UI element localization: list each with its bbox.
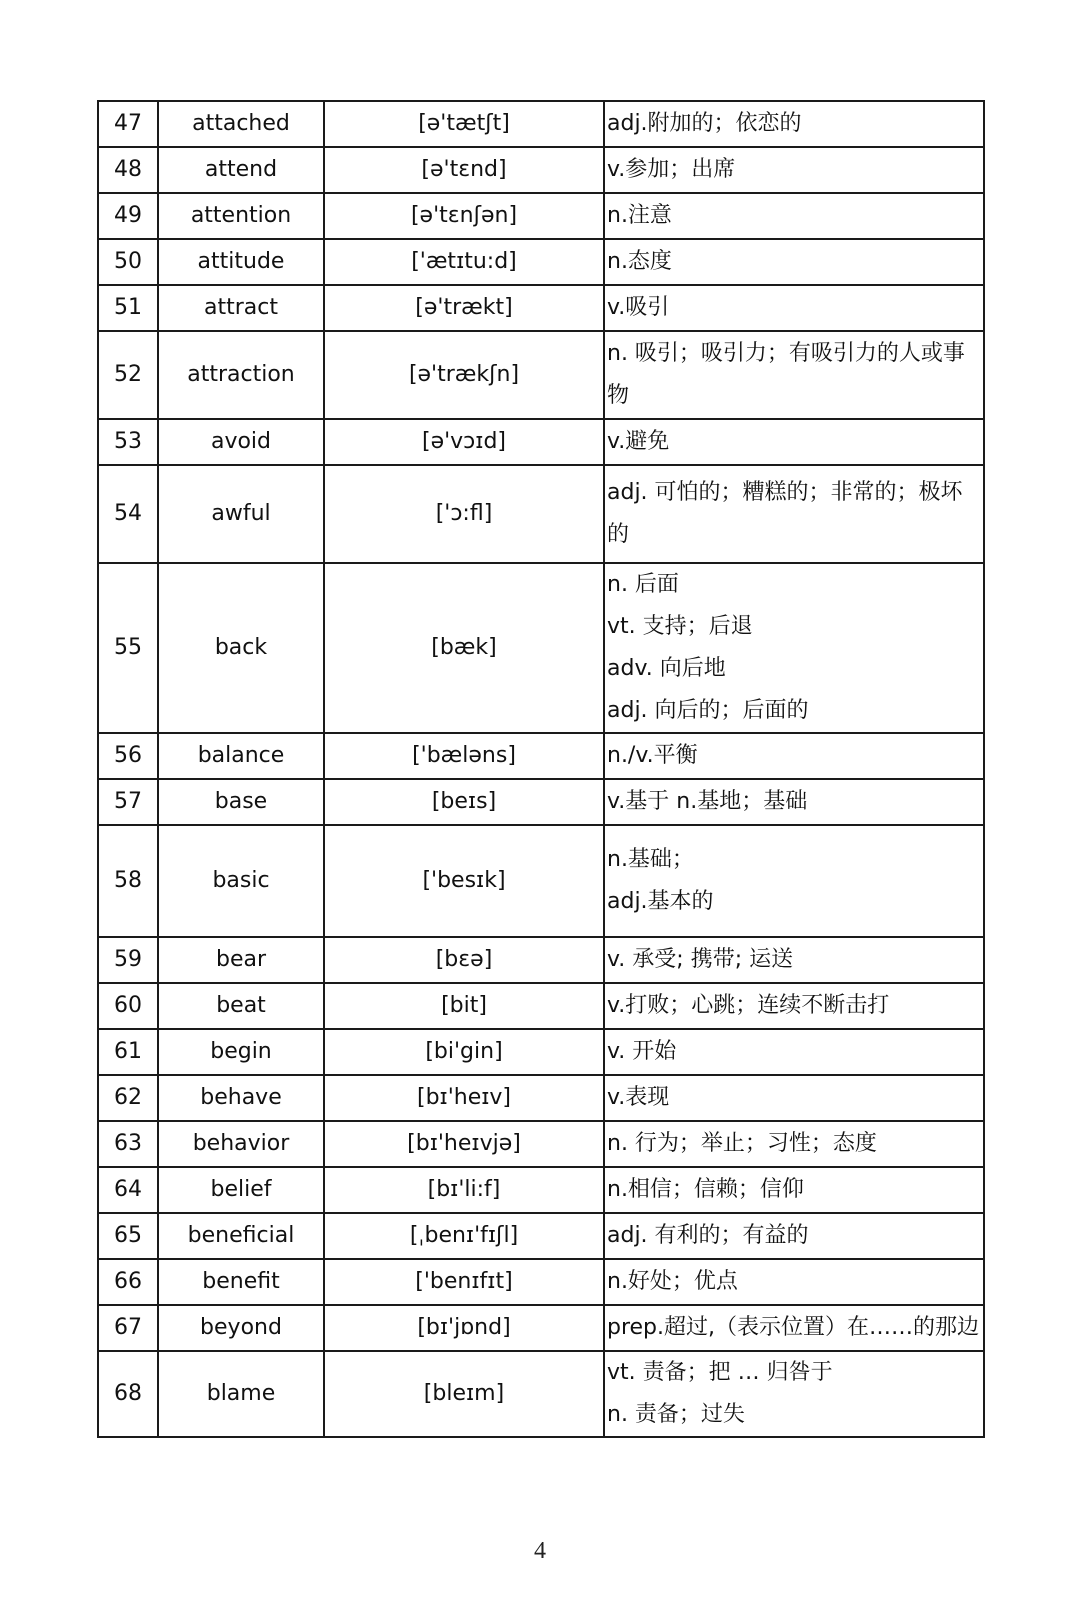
row-number: 68	[98, 1351, 158, 1437]
meaning-line: n.态度	[607, 249, 672, 274]
word: attraction	[158, 331, 324, 419]
meaning-line: adj. 可怕的；糟糕的；非常的；极坏	[607, 480, 963, 505]
meaning-line: adv. 向后地	[607, 656, 726, 681]
word: basic	[158, 825, 324, 937]
meaning-line: n. 后面	[607, 572, 679, 597]
row-number: 50	[98, 239, 158, 285]
meaning-line: v.基于 n.基地；基础	[607, 789, 808, 814]
meaning-line: n.基础；	[607, 847, 694, 872]
meaning	[604, 419, 984, 465]
row-number: 59	[98, 937, 158, 983]
meaning-line: vt. 支持；后退	[607, 614, 753, 639]
meaning	[604, 1259, 984, 1305]
table-row	[98, 563, 984, 733]
page-number: 4	[534, 1538, 546, 1564]
meaning-line: adj.附加的；依恋的	[607, 111, 802, 136]
table-row	[98, 1121, 984, 1167]
meaning-line: n./v.平衡	[607, 743, 698, 768]
table-row	[98, 419, 984, 465]
meaning-line: v.避免	[607, 429, 670, 454]
table-row	[98, 147, 984, 193]
phonetic: [ə'trækʃn]	[324, 331, 604, 419]
word: beyond	[158, 1305, 324, 1351]
table-row	[98, 465, 984, 563]
word: balance	[158, 733, 324, 779]
table-row	[98, 1213, 984, 1259]
meaning	[604, 1167, 984, 1213]
table-row	[98, 193, 984, 239]
row-number: 48	[98, 147, 158, 193]
row-number: 57	[98, 779, 158, 825]
phonetic: [bɪ'li:f]	[324, 1167, 604, 1213]
phonetic: [bɪ'jɒnd]	[324, 1305, 604, 1351]
row-number: 49	[98, 193, 158, 239]
phonetic: [ə'trækt]	[324, 285, 604, 331]
phonetic: [ˌbenɪ'fɪʃl]	[324, 1213, 604, 1259]
meaning-line: n.好处；优点	[607, 1269, 738, 1294]
meaning	[604, 239, 984, 285]
meaning	[604, 285, 984, 331]
meaning-line: n. 吸引；吸引力；有吸引力的人或事	[607, 341, 965, 366]
table-row	[98, 1305, 984, 1351]
row-number: 64	[98, 1167, 158, 1213]
word: behave	[158, 1075, 324, 1121]
word: belief	[158, 1167, 324, 1213]
table-row	[98, 1259, 984, 1305]
phonetic: [bæk]	[324, 563, 604, 733]
phonetic: [bit]	[324, 983, 604, 1029]
table-row	[98, 983, 984, 1029]
row-number: 51	[98, 285, 158, 331]
word: behavior	[158, 1121, 324, 1167]
row-number: 61	[98, 1029, 158, 1075]
phonetic: [bɪ'heɪv]	[324, 1075, 604, 1121]
meaning	[604, 937, 984, 983]
meaning	[604, 101, 984, 147]
meaning-line: v.吸引	[607, 295, 670, 320]
table-row	[98, 239, 984, 285]
meaning-line: 的	[607, 522, 630, 547]
table-row	[98, 825, 984, 937]
meaning	[604, 779, 984, 825]
table-row	[98, 1029, 984, 1075]
row-number: 63	[98, 1121, 158, 1167]
meaning	[604, 147, 984, 193]
meaning	[604, 1213, 984, 1259]
meaning-line: adj.基本的	[607, 889, 714, 914]
word: beat	[158, 983, 324, 1029]
row-number: 60	[98, 983, 158, 1029]
word: awful	[158, 465, 324, 563]
phonetic: ['bæləns]	[324, 733, 604, 779]
phonetic: [ə'tɛnd]	[324, 147, 604, 193]
meaning	[604, 331, 984, 419]
row-number: 55	[98, 563, 158, 733]
word: back	[158, 563, 324, 733]
phonetic: [bi'gin]	[324, 1029, 604, 1075]
meaning	[604, 1029, 984, 1075]
meaning-line: n.相信；信赖；信仰	[607, 1177, 804, 1202]
phonetic: [ə'vɔɪd]	[324, 419, 604, 465]
word: bear	[158, 937, 324, 983]
meaning	[604, 563, 984, 733]
meaning-line: v.表现	[607, 1085, 670, 1110]
meaning	[604, 193, 984, 239]
table-row	[98, 733, 984, 779]
meaning-line: v.参加；出席	[607, 157, 736, 182]
row-number: 58	[98, 825, 158, 937]
meaning	[604, 983, 984, 1029]
word: attract	[158, 285, 324, 331]
meaning-line: v. 承受; 携带; 运送	[607, 947, 794, 972]
word: attention	[158, 193, 324, 239]
table-row	[98, 1351, 984, 1437]
table-row	[98, 937, 984, 983]
row-number: 62	[98, 1075, 158, 1121]
meaning	[604, 1351, 984, 1437]
row-number: 53	[98, 419, 158, 465]
meaning	[604, 1305, 984, 1351]
table-row	[98, 779, 984, 825]
row-number: 54	[98, 465, 158, 563]
phonetic: ['benɪfɪt]	[324, 1259, 604, 1305]
meaning	[604, 1121, 984, 1167]
meaning-line: n. 责备；过失	[607, 1402, 745, 1427]
meaning-line: vt. 责备；把 … 归咎于	[607, 1360, 833, 1385]
meaning-line: adj. 有利的；有益的	[607, 1223, 809, 1248]
vocabulary-table-body	[98, 101, 984, 1437]
word: attached	[158, 101, 324, 147]
phonetic: [ə'tɛnʃən]	[324, 193, 604, 239]
table-row	[98, 101, 984, 147]
word: benefit	[158, 1259, 324, 1305]
phonetic: [bɛə]	[324, 937, 604, 983]
meaning-line: 物	[607, 383, 630, 408]
word: attend	[158, 147, 324, 193]
row-number: 47	[98, 101, 158, 147]
phonetic: [bleɪm]	[324, 1351, 604, 1437]
meaning-line: prep.超过,（表示位置）在……的那边	[607, 1315, 980, 1340]
meaning-line: v.打败；心跳；连续不断击打	[607, 993, 890, 1018]
meaning	[604, 733, 984, 779]
row-number: 65	[98, 1213, 158, 1259]
word: base	[158, 779, 324, 825]
word: blame	[158, 1351, 324, 1437]
word: begin	[158, 1029, 324, 1075]
meaning	[604, 1075, 984, 1121]
table-row	[98, 285, 984, 331]
table-row	[98, 1167, 984, 1213]
phonetic: [ə'tætʃt]	[324, 101, 604, 147]
phonetic: ['ɔ:fl]	[324, 465, 604, 563]
word: attitude	[158, 239, 324, 285]
row-number: 67	[98, 1305, 158, 1351]
phonetic: [beɪs]	[324, 779, 604, 825]
row-number: 66	[98, 1259, 158, 1305]
table-row	[98, 1075, 984, 1121]
meaning	[604, 825, 984, 937]
meaning-line: n. 行为；举止；习性；态度	[607, 1131, 877, 1156]
phonetic: [bɪ'heɪvjə]	[324, 1121, 604, 1167]
phonetic: ['ætɪtu:d]	[324, 239, 604, 285]
meaning-line: n.注意	[607, 203, 672, 228]
row-number: 52	[98, 331, 158, 419]
meaning-line: v. 开始	[607, 1039, 677, 1064]
phonetic: ['besɪk]	[324, 825, 604, 937]
row-number: 56	[98, 733, 158, 779]
vocabulary-table	[97, 100, 985, 1438]
word: beneficial	[158, 1213, 324, 1259]
meaning	[604, 465, 984, 563]
meaning-line: adj. 向后的；后面的	[607, 698, 809, 723]
table-row	[98, 331, 984, 419]
word: avoid	[158, 419, 324, 465]
